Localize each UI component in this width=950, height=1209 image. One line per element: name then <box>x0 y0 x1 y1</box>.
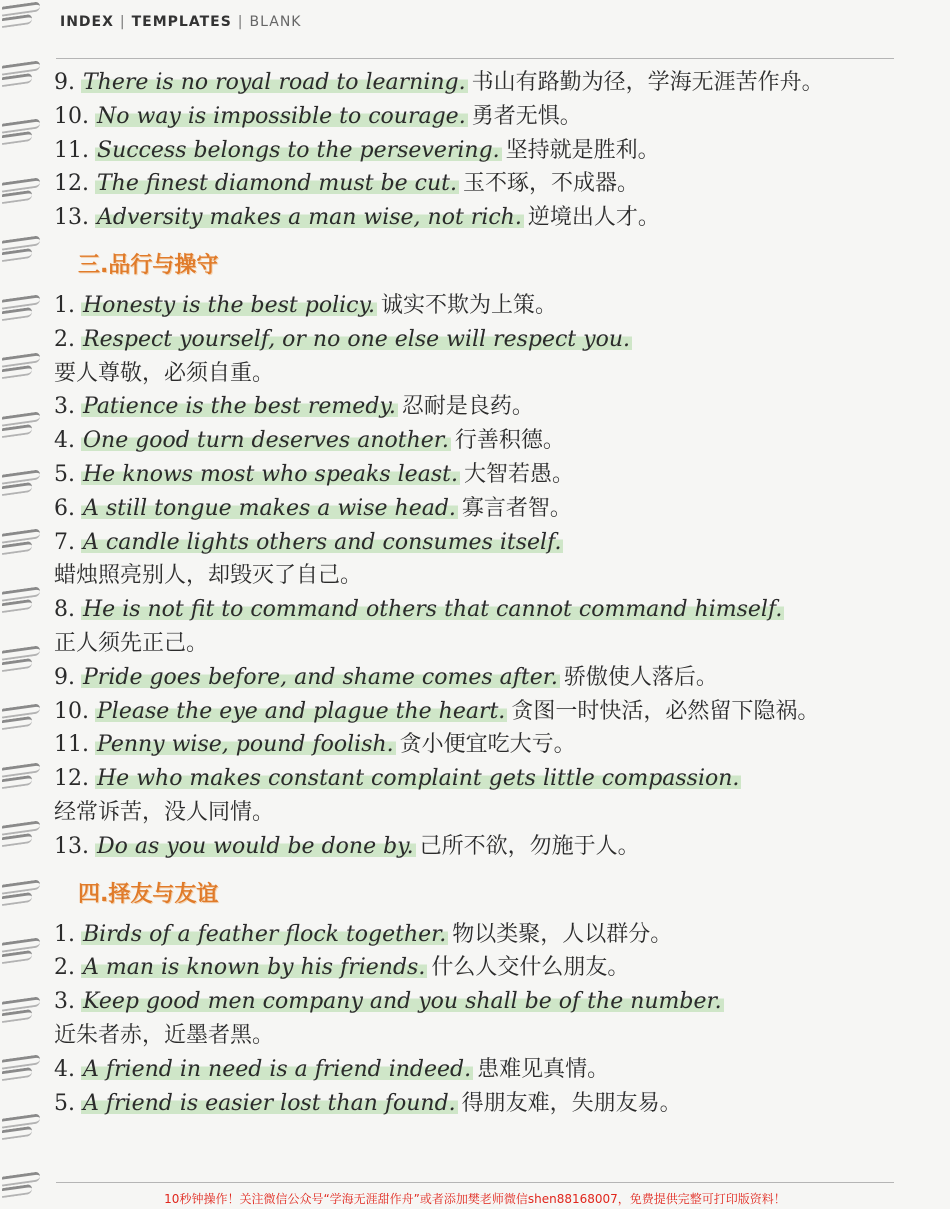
nav-templates-link[interactable]: TEMPLATES <box>131 14 232 30</box>
proverb-item: 9. There is no royal road to learning. 书山有路勤为径，学海无涯苦作舟。 <box>54 70 824 95</box>
spiral-ring <box>2 528 40 543</box>
proverb-english: Penny wise, pound foolish. <box>97 732 394 758</box>
proverb-item: 2. A man is known by his friends. 什么人交什么朋友。 <box>54 955 630 981</box>
proverb-english: Honesty is the best policy. <box>83 292 375 318</box>
proverb-chinese: 近朱者赤，近墨者黑。 <box>54 1022 275 1048</box>
bottom-divider <box>56 1182 894 1183</box>
proverb-item: 2. Respect yourself, or no one else will respect you. <box>54 326 630 352</box>
proverb-chinese: 坚持就是胜利。 <box>505 137 660 163</box>
proverb-chinese: 诚实不欺为上策。 <box>380 292 557 318</box>
proverb-item: 10. No way is impossible to courage. 勇者无惧。 <box>54 103 582 129</box>
top-divider <box>56 58 894 59</box>
proverb-chinese: 忍耐是良药。 <box>401 394 534 420</box>
section-heading-friendship: 四.择友与友谊 <box>78 881 219 907</box>
proverb-chinese: 行善积德。 <box>454 428 565 454</box>
spiral-ring <box>2 996 40 1011</box>
proverb-item: 1. Honesty is the best policy. 诚实不欺为上策。 <box>54 292 557 318</box>
proverb-chinese: 玉不琢，不成器。 <box>463 171 640 197</box>
proverb-item: 12. The finest diamond must be cut. 玉不琢，不成器。 <box>54 171 640 197</box>
proverb-item: 13. Adversity makes a man wise, not rich. 逆境出人才。 <box>54 205 660 231</box>
proverb-item: 4. One good turn deserves another. 行善积德。 <box>54 428 565 454</box>
proverb-chinese: 寡言者智。 <box>461 495 572 521</box>
spiral-ring <box>2 177 40 192</box>
proverb-english: Please the eye and plague the heart. <box>97 698 506 724</box>
nav-separator: | <box>119 14 126 30</box>
top-navigation <box>60 14 301 30</box>
proverb-chinese: 大智若愚。 <box>463 461 574 487</box>
proverb-english: Success belongs to the persevering. <box>97 137 500 163</box>
proverb-english: Keep good men company and you shall be of the number. <box>83 989 722 1015</box>
proverb-english: A friend in need is a friend indeed. <box>83 1056 472 1082</box>
nav-separator: | <box>237 14 244 30</box>
proverb-chinese: 逆境出人才。 <box>527 205 660 231</box>
proverb-chinese: 书山有路勤为径，学海无涯苦作舟。 <box>471 70 824 95</box>
proverb-english: The finest diamond must be cut. <box>97 171 458 197</box>
proverb-english: There is no royal road to learning. <box>83 70 466 95</box>
proverb-chinese: 贪小便宜吃大亏。 <box>399 732 576 758</box>
proverb-chinese: 患难见真情。 <box>477 1056 610 1082</box>
proverb-item: 1. Birds of a feather flock together. 物以类聚，人以群分。 <box>54 921 673 947</box>
spiral-ring <box>2 762 40 777</box>
section-heading-character: 三.品行与操守 <box>78 252 219 278</box>
proverb-chinese: 骄傲使人落后。 <box>563 664 718 690</box>
proverb-item: 3. Keep good men company and you shall be of the number. <box>54 989 722 1015</box>
proverb-item: 8. He is not fit to command others that cannot command himself. <box>54 597 783 623</box>
proverb-english: Adversity makes a man wise, not rich. <box>97 205 522 231</box>
proverb-item: 13. Do as you would be done by. 己所不欲，勿施于人。 <box>54 833 640 859</box>
proverb-item: 12. He who makes constant complaint gets little compassion. <box>54 766 740 792</box>
notebook-spiral-binding <box>0 0 44 1209</box>
proverb-english: A friend is easier lost than found. <box>83 1090 456 1116</box>
proverb-english: He knows most who speaks least. <box>83 461 458 487</box>
proverb-item: 4. A friend in need is a friend indeed. 患难见真情。 <box>54 1056 610 1082</box>
proverb-english: Patience is the best remedy. <box>83 394 396 420</box>
proverb-chinese: 什么人交什么朋友。 <box>431 955 630 981</box>
proverb-chinese: 要人尊敬，必须自重。 <box>54 360 275 386</box>
footer-notice: 10秒钟操作！关注微信公众号“学海无涯甜作舟”或者添加樊老师微信shen88168007，免费提供完整可打印版资料！ <box>164 1192 786 1206</box>
proverb-item: 5. He knows most who speaks least. 大智若愚。 <box>54 461 574 487</box>
proverb-item: 7. A candle lights others and consumes itself. <box>54 529 562 555</box>
proverb-chinese: 贪图一时快活，必然留下隐祸。 <box>511 698 820 724</box>
proverb-item: 9. Pride goes before, and shame comes after. 骄傲使人落后。 <box>54 664 718 690</box>
spiral-ring <box>2 411 40 426</box>
proverb-english: A candle lights others and consumes itself. <box>83 529 562 555</box>
nav-blank-link[interactable]: BLANK <box>249 14 302 30</box>
proverb-chinese: 正人须先正己。 <box>54 630 209 656</box>
proverb-english: Birds of a feather flock together. <box>83 921 447 947</box>
proverb-chinese: 己所不欲，勿施于人。 <box>419 833 640 859</box>
spiral-ring <box>2 294 40 309</box>
proverb-item: 11. Penny wise, pound foolish. 贪小便宜吃大亏。 <box>54 732 576 758</box>
proverb-english: A man is known by his friends. <box>83 955 426 981</box>
proverb-item: 11. Success belongs to the persevering. 坚持就是胜利。 <box>54 137 660 163</box>
proverb-chinese: 经常诉苦，没人同情。 <box>54 799 275 825</box>
nav-index-link[interactable]: INDEX <box>60 14 114 30</box>
proverb-english: Pride goes before, and shame comes after. <box>83 664 558 690</box>
spiral-ring <box>2 60 40 75</box>
proverb-english: He who makes constant complaint gets little compassion. <box>97 766 740 792</box>
proverb-english: No way is impossible to courage. <box>97 103 466 129</box>
proverb-chinese: 物以类聚，人以群分。 <box>452 921 673 947</box>
spiral-ring <box>2 1113 40 1128</box>
proverb-english: He is not fit to command others that cannot command himself. <box>83 597 783 623</box>
proverb-english: One good turn deserves another. <box>83 428 449 454</box>
proverb-item: 6. A still tongue makes a wise head. 寡言者智。 <box>54 495 572 521</box>
proverb-english: Respect yourself, or no one else will respect you. <box>83 326 630 352</box>
proverb-chinese: 得朋友难，失朋友易。 <box>461 1090 682 1116</box>
proverb-chinese: 勇者无惧。 <box>471 103 582 129</box>
proverb-item: 5. A friend is easier lost than found. 得朋友难，失朋友易。 <box>54 1090 682 1116</box>
proverb-list <box>54 66 934 1120</box>
proverb-item: 3. Patience is the best remedy. 忍耐是良药。 <box>54 394 534 420</box>
proverb-item: 10. Please the eye and plague the heart. 贪图一时快活，必然留下隐祸。 <box>54 698 820 724</box>
proverb-chinese: 蜡烛照亮别人，却毁灭了自己。 <box>54 563 363 589</box>
proverb-english: A still tongue makes a wise head. <box>83 495 456 521</box>
spiral-ring <box>2 879 40 894</box>
spiral-ring <box>2 645 40 660</box>
proverb-english: Do as you would be done by. <box>97 833 414 859</box>
